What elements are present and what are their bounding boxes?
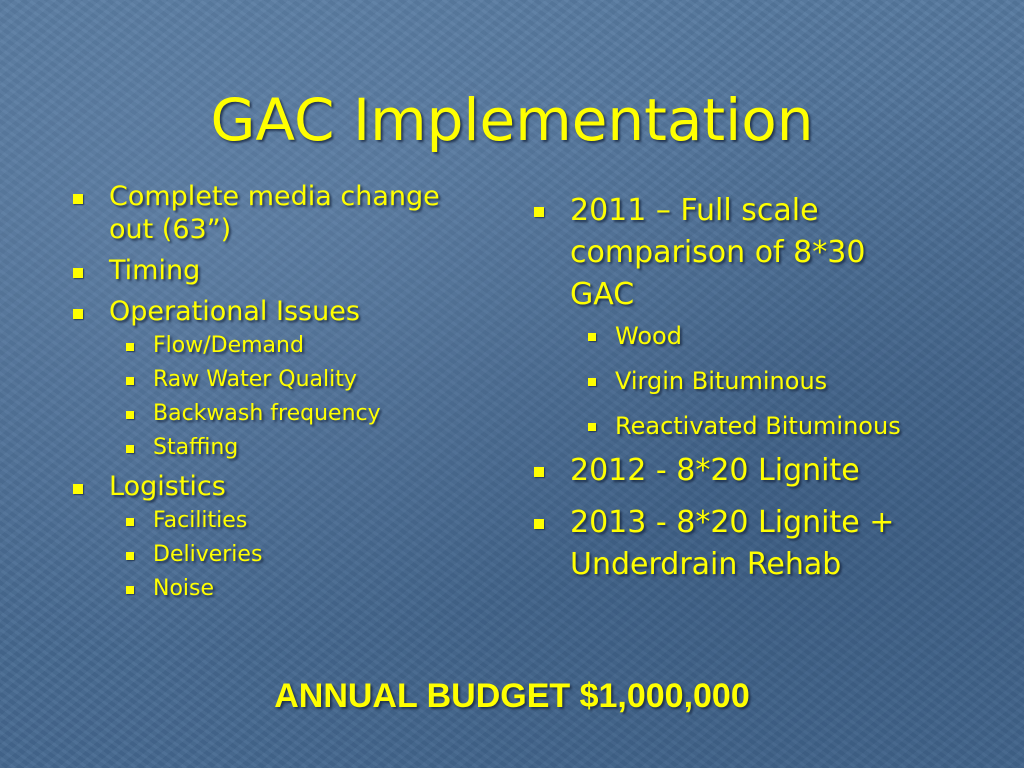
sub-bullet-text: Raw Water Quality	[153, 367, 357, 392]
square-bullet-icon	[126, 518, 134, 526]
bullet-item	[72, 470, 492, 503]
bullet-text: Complete media change out (63”)	[109, 181, 440, 245]
sub-bullet-text: Facilities	[153, 508, 248, 533]
square-bullet-icon	[534, 467, 544, 477]
sub-bullet-item	[72, 507, 492, 534]
square-bullet-icon	[534, 207, 544, 217]
bullet-text: Logistics	[109, 471, 226, 502]
sub-bullet-text: Deliveries	[153, 542, 263, 567]
bullet-text: 2011 – Full scale comparison of 8*30 GAC	[570, 193, 866, 312]
bullet-item	[72, 180, 492, 246]
bullet-text: Timing	[109, 255, 201, 286]
bullet-item	[72, 295, 492, 328]
right-bullet-column	[533, 190, 993, 592]
square-bullet-icon	[126, 586, 134, 594]
square-bullet-icon	[534, 519, 544, 529]
square-bullet-icon	[73, 309, 83, 319]
square-bullet-icon	[126, 343, 134, 351]
annual-budget-footer: ANNUAL BUDGET $1,000,000	[274, 677, 750, 715]
square-bullet-icon	[73, 194, 83, 204]
left-bullet-column	[72, 180, 492, 609]
bullet-item	[533, 450, 993, 492]
sub-bullet-item	[72, 541, 492, 568]
sub-bullet-item	[72, 366, 492, 393]
square-bullet-icon	[588, 423, 596, 431]
square-bullet-icon	[73, 268, 83, 278]
sub-bullet-text: Virgin Bituminous	[615, 367, 828, 395]
sub-bullet-item	[72, 575, 492, 602]
bullet-text: 2013 - 8*20 Lignite + Underdrain Rehab	[570, 505, 895, 582]
sub-bullet-text: Backwash frequency	[153, 401, 381, 426]
square-bullet-icon	[588, 333, 596, 341]
square-bullet-icon	[126, 411, 134, 419]
bullet-item	[72, 254, 492, 287]
bullet-item	[533, 190, 900, 316]
square-bullet-icon	[126, 552, 134, 560]
square-bullet-icon	[73, 484, 83, 494]
sub-bullet-item	[72, 332, 492, 359]
square-bullet-icon	[126, 377, 134, 385]
sub-bullet-item	[533, 320, 993, 352]
sub-bullet-item	[72, 400, 492, 427]
sub-bullet-item	[533, 365, 993, 397]
sub-bullet-text: Reactivated Bituminous	[615, 412, 901, 440]
sub-bullet-text: Flow/Demand	[153, 333, 304, 358]
bullet-item	[533, 502, 970, 586]
square-bullet-icon	[588, 378, 596, 386]
sub-bullet-text: Staffing	[153, 435, 239, 460]
square-bullet-icon	[126, 445, 134, 453]
slide-title: GAC Implementation	[210, 86, 814, 154]
bullet-text: Operational Issues	[109, 296, 360, 327]
sub-bullet-text: Noise	[153, 576, 215, 601]
sub-bullet-item	[533, 410, 993, 442]
bullet-text: 2012 - 8*20 Lignite	[570, 453, 860, 488]
sub-bullet-text: Wood	[615, 322, 682, 350]
sub-bullet-item	[72, 434, 492, 461]
